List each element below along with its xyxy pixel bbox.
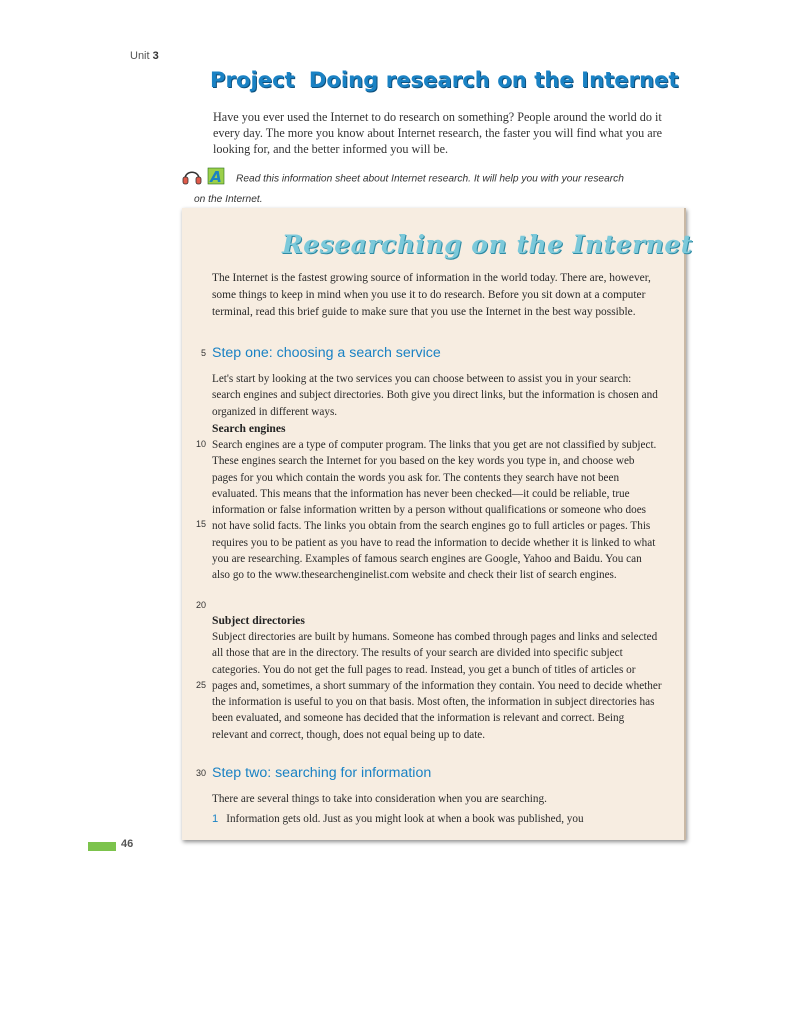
list-item-1-number: 1 (212, 813, 219, 825)
search-engines-heading: Search engines (212, 422, 286, 435)
unit-number: 3 (152, 50, 159, 62)
exercise-instruction-1: Read this information sheet about Internet research. It will help you with your research (236, 173, 624, 185)
sheet-intro: The Internet is the fastest growing source of information in the world today. There are, however, some things to keep in mind when you use it to do research. Before you sit down at a computer terminal, read this brief guide to make sure that you use the Internet in the best way possible. (212, 272, 651, 318)
intro-paragraph: Have you ever used the Internet to do research on something? People around the world do it every day. The more you know about Internet research, the faster you will find what you are looking for, and the better informed you will be. (213, 110, 663, 156)
step1-text: Let's start by looking at the two services you can choose between to assist you in your search: search engines and subject directories. Both give you direct links, but the information is chosen and organized in different ways. (212, 373, 658, 418)
search-engines-block (195, 437, 662, 610)
unit-label (130, 50, 159, 62)
line-number-15: 15 (195, 519, 206, 529)
step2-text: There are several things to take into consideration when you are searching. (212, 793, 547, 805)
page-title (210, 68, 679, 92)
project-title: Doing research on the Internet (308, 68, 679, 92)
step2-heading (195, 765, 432, 781)
list-item-1-text: Information gets old. Just as you might look at when a book was published, you (226, 813, 584, 825)
line-number-10: 10 (195, 439, 206, 449)
line-number-25: 25 (195, 680, 206, 690)
exercise-icons (182, 166, 228, 192)
subject-directories-block (195, 629, 662, 743)
step1-heading-text: Step one: choosing a search service (212, 345, 441, 361)
headphones-icon (182, 166, 228, 186)
page-number: 46 (121, 838, 134, 850)
information-sheet (182, 208, 693, 840)
sheet-title: Researching on the Internet (282, 230, 693, 259)
page-tab-bar (88, 842, 116, 851)
letter-a-badge (208, 168, 224, 186)
line-number-5: 5 (200, 348, 206, 358)
list-item-1 (212, 811, 662, 827)
line-number-30: 30 (195, 768, 206, 778)
unit-word: Unit (130, 50, 150, 62)
subject-directories-heading: Subject directories (212, 614, 305, 627)
step2-heading-text: Step two: searching for information (212, 765, 432, 781)
search-engines-text: Search engines are a type of computer program. The links that you get are not classified by subject. These engines search the Internet for you based on the key words you type in, and choose web pages for you which contain the words you ask for. The contents they search have not been evaluated. This means that the information has never been checked—it could be reliable, true information or false information written by a person without qualifications or someone who does not have solid facts. The links you obtain from the search engines go to full articles or pages. This requires you to be patient as you have to read the information to decide whether it is linked to what you are researching. Examples of famous search engines are Google, Yahoo and Baidu. You can also go to the www.thesearchenginelist.com website and check their list of search engines. (212, 439, 657, 582)
step1-heading (200, 345, 441, 361)
exercise-instruction-2: on the Internet. (194, 194, 263, 205)
exercise-letter: A (210, 168, 222, 186)
exercise-a (182, 166, 682, 208)
line-number-20: 20 (195, 600, 206, 610)
project-label: Project (210, 68, 295, 92)
subject-directories-text: Subject directories are built by humans. Someone has combed through pages and links and selected all those that are in the directory. The results of your search are divided into specific subject categories. You do not get the full pages to read. Instead, you get a bunch of titles of articles or pages and, sometimes, a short summary of the information they contain. You need to decide whether the information is useful to you on that basis. Most often, the information in subject directories has been evaluated, and someone has decided that the information is relevant and correct. Being relevant and correct, though, does not equal being up to date. (212, 631, 662, 741)
